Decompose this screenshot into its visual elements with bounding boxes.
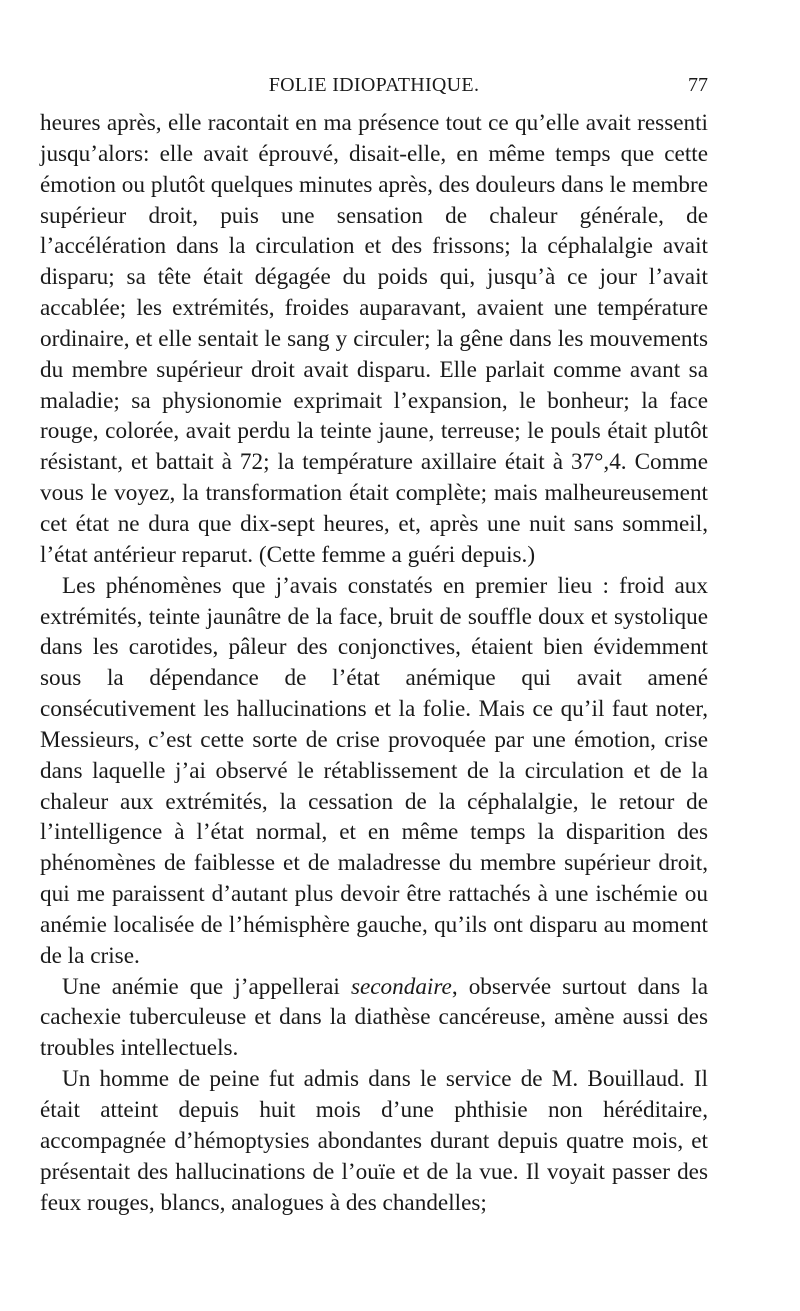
emphasized-term: secondaire — [350, 973, 452, 1000]
paragraph-text: , observée surtout dans la cachexie tuberculeuse et dans la diathèse cancéreuse, amène aussi des troubles intellectuels. — [40, 973, 708, 1062]
page-number: 77 — [688, 74, 708, 96]
paragraph: Un homme de peine fut admis dans le service de M. Bouillaud. Il était atteint depuis huit mois d’une phthisie non héréditaire, accompagnée d’hémoptysies abondantes durant depuis quatre mois, et présentait des hallucinations de l’ouïe et de la vue. Il voyait passer des feux rouges, blancs, analogues à des chandelles; — [40, 1066, 708, 1216]
paragraph-text: Une anémie que j’appellerai — [62, 973, 351, 1000]
running-title: FOLIE IDIOPATHIQUE. — [268, 74, 480, 96]
paragraph — [40, 972, 708, 1065]
paragraph: Les phénomènes que j’avais constatés en premier lieu : froid aux extrémités, teinte jaunâtre de la face, bruit de souffle doux et systolique dans les carotides, pâleur des conjonctives, étaient bien évidemment sous la dépendance de l’état anémique qui avait amené consécutivement les hallucinations et la folie. Mais ce qu’il faut noter, Messieurs, c’est cette sorte de crise provoquée par une émotion, crise dans laquelle j’ai observé le rétablissement de la circulation et de la chaleur aux extrémités, la cessation de la céphalalgie, le retour de l’intelligence à l’état normal, et en même temps la disparition des phénomènes de faiblesse et de maladresse du membre supérieur droit, qui me paraissent d’autant plus devoir être rattachés à une ischémie ou anémie localisée de l’hémisphère gauche, qu’ils ont disparu au moment de la crise. — [40, 572, 708, 969]
running-head — [40, 74, 708, 104]
body-text — [40, 108, 708, 1218]
paragraph-continued: heures après, elle racontait en ma présence tout ce qu’elle avait ressenti jusqu’alors: elle avait éprouvé, disait-elle, en même temps que cette émotion ou plutôt quelques minutes après, des douleurs dans le membre supérieur droit, puis une sensation de chaleur générale, de l’accélération dans la circulation et des frissons; la céphalalgie avait disparu; sa tête était dégagée du poids qui, jusqu’à ce jour l’avait accablée; les extrémités, froides auparavant, avaient une température ordinaire, et elle sentait le sang y circuler; la gêne dans les mouvements du membre supérieur droit avait disparu. Elle parlait comme avant sa maladie; sa physionomie exprimait l’expansion, le bonheur; la face rouge, colorée, avait perdu la teinte jaune, terreuse; le pouls était plutôt résistant, et battait à 72; la température axillaire était à 37°,4. Comme vous le voyez, la transformation était complète; mais malheureusement cet état ne dura que dix-sept heures, et, après une nuit sans sommeil, l’état antérieur reparut. (Cette femme a guéri depuis.) — [40, 110, 708, 568]
